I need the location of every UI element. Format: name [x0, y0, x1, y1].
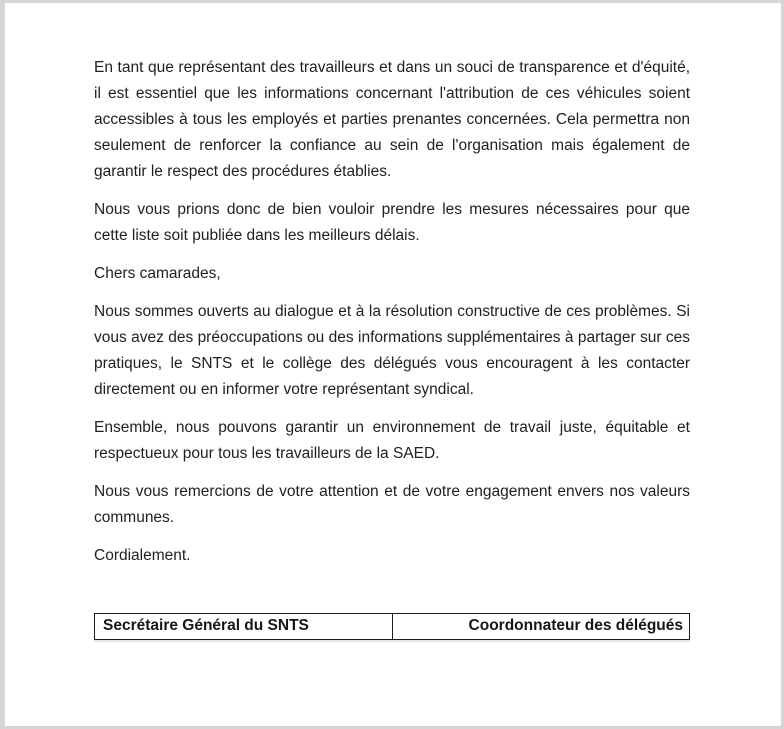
closing-cordialement: Cordialement.	[94, 547, 191, 564]
paragraph-remerciements: Nous vous remercions de votre attention et de votre engagement envers nos valeurs communes.	[94, 483, 690, 526]
signature-secretaire-general: Secrétaire Général du SNTS	[95, 614, 393, 640]
paragraph-environnement: Ensemble, nous pouvons garantir un environnement de travail juste, équitable et respectueux pour tous les travailleurs de la SAED.	[94, 419, 690, 462]
paragraph-publication-liste: Nous vous prions donc de bien vouloir prendre les mesures nécessaires pour que cette liste soit publiée dans les meilleurs délais.	[94, 201, 690, 244]
signature-row	[95, 614, 690, 640]
paragraph-dialogue: Nous sommes ouverts au dialogue et à la résolution constructive de ces problèmes. Si vous avez des préoccupations ou des informations supplémentaires à partager sur ces pratiques, le SNTS et le collège des délégués vous encouragent à les contacter directement ou en informer votre représentant syndical.	[94, 303, 690, 398]
signature-coordonnateur: Coordonnateur des délégués	[392, 614, 690, 640]
document-page	[5, 3, 781, 726]
paragraph-transparence: En tant que représentant des travailleurs et dans un souci de transparence et d'équité, il est essentiel que les informations concernant l'attribution de ces véhicules soient accessibles à tous les employés et parties prenantes concernées. Cela permettra non seulement de renforcer la confiance au sein de l'organisation mais également de garantir le respect des procédures établies.	[94, 59, 690, 180]
salutation-camarades: Chers camarades,	[94, 265, 221, 282]
signature-table	[94, 613, 690, 640]
